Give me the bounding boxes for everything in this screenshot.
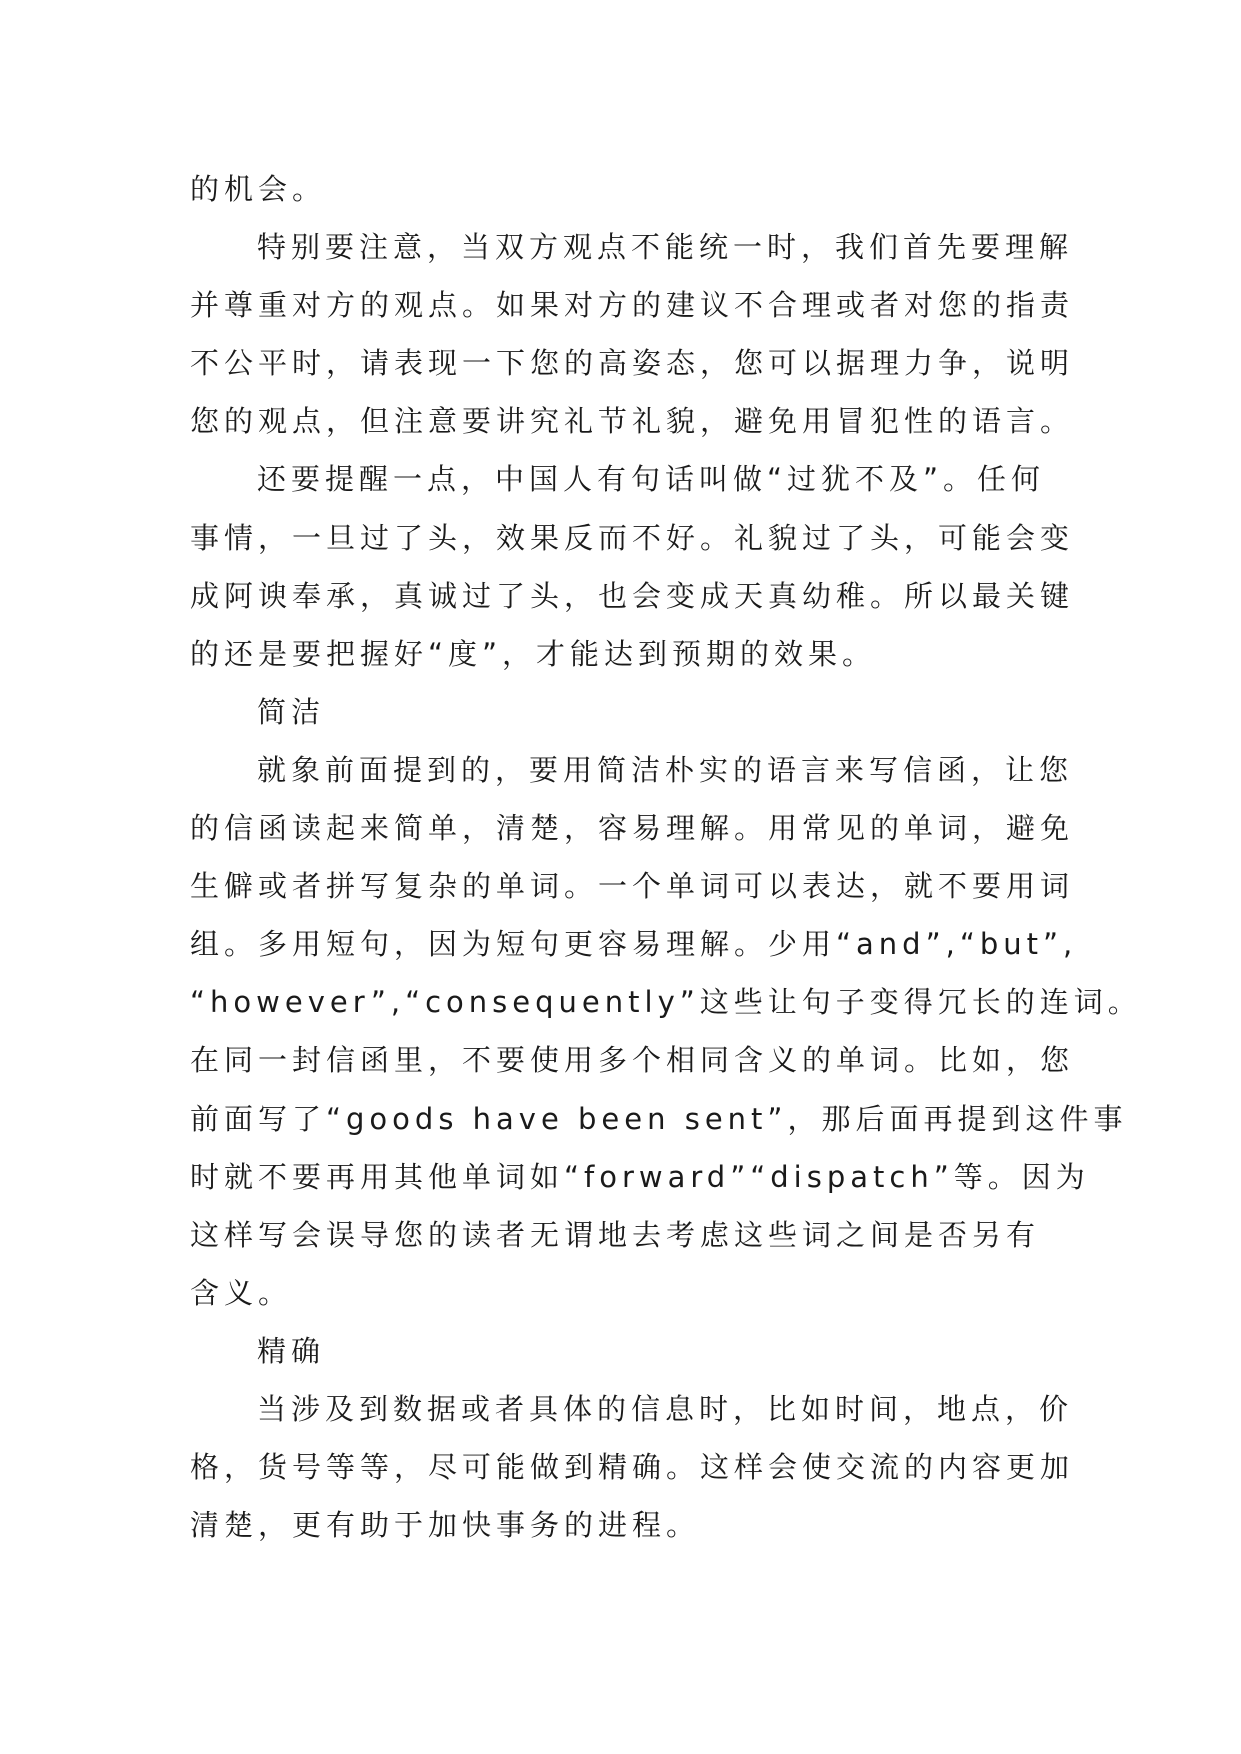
section-heading-concise bbox=[190, 683, 1090, 741]
paragraph-continuation bbox=[190, 160, 1090, 218]
text-line: 组。多用短句，因为短句更容易理解。少用“and”,“but”, bbox=[190, 927, 1078, 962]
text-line: 生僻或者拼写复杂的单词。一个单词可以表达，就不要用词 bbox=[190, 869, 1075, 904]
paragraph-moderation bbox=[190, 450, 1090, 682]
paragraph-concise bbox=[190, 741, 1142, 1322]
document-body bbox=[190, 160, 1142, 1554]
text-line: 的机会。 bbox=[190, 172, 327, 206]
section-heading-precise bbox=[190, 1322, 1090, 1380]
text-line: 成阿谀奉承，真诚过了头，也会变成天真幼稚。所以最关键 bbox=[190, 578, 1075, 613]
text-line: 时就不要再用其他单词如“forward”“dispatch”等。因为 bbox=[190, 1159, 1090, 1194]
text-line: 的信函读起来简单，清楚，容易理解。用常见的单词，避免 bbox=[190, 811, 1075, 846]
text-line: 不公平时，请表现一下您的高姿态，您可以据理力争，说明 bbox=[190, 346, 1075, 381]
text-line: 并尊重对方的观点。如果对方的建议不合理或者对您的指责 bbox=[190, 288, 1075, 323]
text-line: 您的观点，但注意要讲究礼节礼貌，避免用冒犯性的语言。 bbox=[190, 404, 1075, 439]
text-line: 这样写会误导您的读者无谓地去考虑这些词之间是否另有 bbox=[190, 1217, 1041, 1252]
text-line: 还要提醒一点，中国人有句话叫做“过犹不及”。任何 bbox=[257, 462, 1046, 497]
paragraph-respect bbox=[190, 218, 1090, 450]
text-line: 清楚，更有助于加快事务的进程。 bbox=[190, 1508, 701, 1543]
text-line: 的还是要把握好“度”，才能达到预期的效果。 bbox=[190, 636, 877, 671]
text-line: “however”,“consequently”这些让句子变得冗长的连词。 bbox=[190, 985, 1142, 1020]
text-line: 事情，一旦过了头，效果反而不好。礼貌过了头，可能会变 bbox=[190, 520, 1075, 555]
section-heading: 简洁 bbox=[257, 694, 326, 729]
text-line: 在同一封信函里，不要使用多个相同含义的单词。比如，您 bbox=[190, 1043, 1075, 1078]
text-line: 含义。 bbox=[190, 1275, 293, 1310]
text-line: 就象前面提到的，要用简洁朴实的语言来写信函，让您 bbox=[257, 752, 1074, 787]
text-line: 当涉及到数据或者具体的信息时，比如时间，地点，价 bbox=[257, 1391, 1074, 1426]
text-line: 特别要注意，当双方观点不能统一时，我们首先要理解 bbox=[257, 230, 1074, 265]
text-line: 前面写了“goods have been sent”，那后面再提到这件事 bbox=[190, 1101, 1128, 1136]
paragraph-precise bbox=[190, 1380, 1090, 1554]
text-line: 格，货号等等，尽可能做到精确。这样会使交流的内容更加 bbox=[190, 1450, 1075, 1485]
section-heading: 精确 bbox=[257, 1333, 326, 1368]
